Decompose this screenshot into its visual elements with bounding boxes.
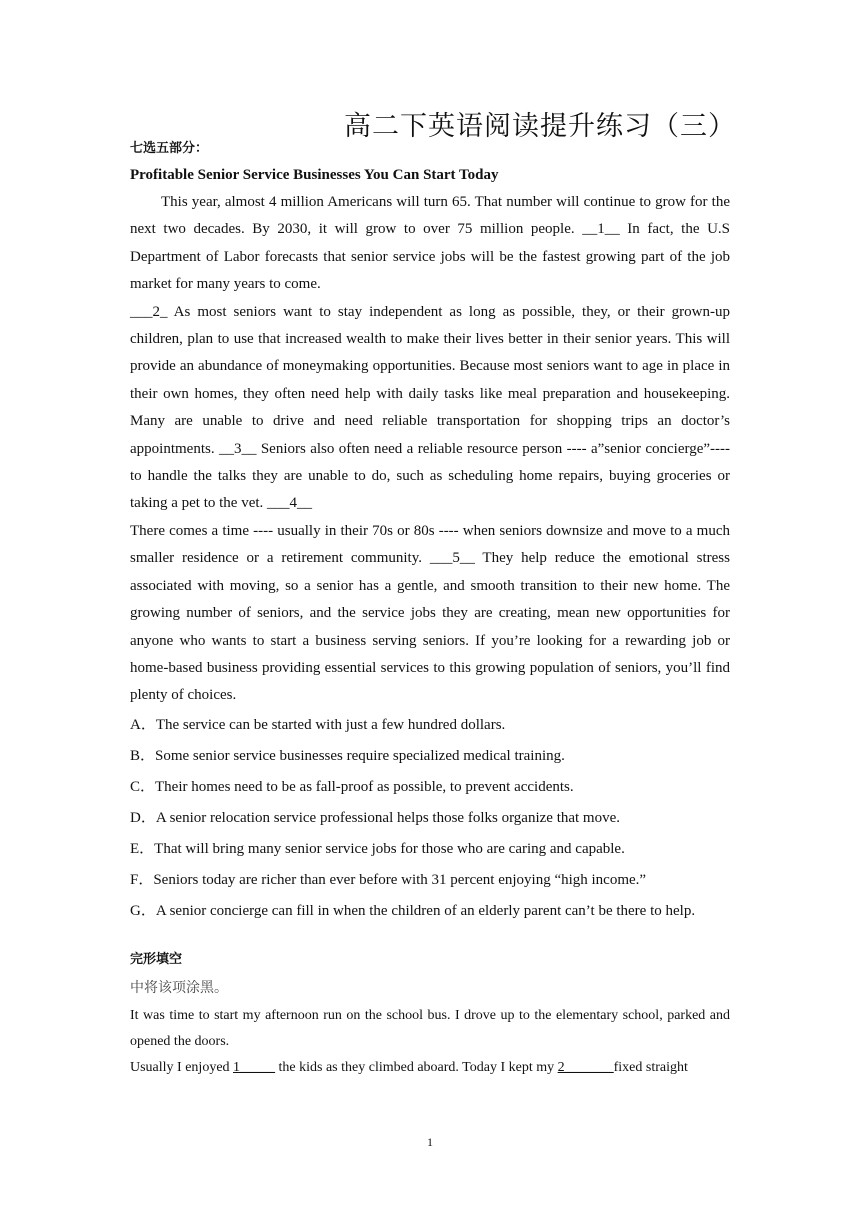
paragraph-3: There comes a time ---- usually in their 70s or 80s ---- when seniors downsize and move to a much smaller residence or a retirement community. ___5__ They help reduce the emotional stress associated with moving, so a senior has a gentle, and smooth transition to their new home. The growing number of seniors, and the service jobs they are creating, mean new opportunities for anyone who wants to start a business serving seniors. If you’re looking for a rewarding job or home-based business providing essential services to this growing population of seniors, you’ll find plenty of choices.: [130, 522, 730, 704]
option-a: A．The service can be started with just a few hundred dollars.: [130, 716, 506, 733]
cloze-paragraph-1: It was time to start my afternoon run on the school bus. I drove up to the elementary school, parked and opened the doors.: [130, 1007, 730, 1049]
option-c: C．Their homes need to be as fall-proof as possible, to prevent accidents.: [130, 778, 574, 795]
cloze-blank-2: 2_______: [557, 1059, 614, 1075]
article-title: Profitable Senior Service Businesses You Can Start Today: [130, 167, 499, 183]
paragraph-2: ___2_ As most seniors want to stay independent as long as possible, they, or their grown-up children, plan to use that increased wealth to make their lives better in their senior years. This will provide an abundance of moneymaking opportunities. Because most seniors want to age in place in their own homes, they often need help with daily tasks like meal preparation and housekeeping. Many are unable to drive and need reliable transportation for shopping trips an doctor’s appointments. __3__ Seniors also often need a reliable resource person ---- a”senior concierge”---- to handle the talks they are unable to do, such as scheduling home repairs, buying groceries or taking a pet to the vet. ___4__: [130, 303, 730, 512]
page-number: 1: [427, 1135, 433, 1149]
cloze-text-pre: Usually I enjoyed: [130, 1059, 234, 1075]
section-label-cloze: 完形填空: [130, 951, 183, 967]
document-title: 高二下英语阅读提升练习（三）: [344, 111, 736, 142]
cloze-text-post: fixed straight: [613, 1059, 688, 1075]
cloze-paragraph-2: [130, 1055, 730, 1081]
options-list: [130, 710, 730, 927]
option-f: F．Seniors today are richer than ever before with 31 percent enjoying “high income.”: [130, 871, 647, 888]
instruction-note: 中将该项涂黑。: [130, 979, 228, 996]
document-body: [130, 136, 730, 1081]
option-g: G．A senior concierge can fill in when the children of an elderly parent can’t be there to help.: [130, 902, 696, 919]
option-e: E．That will bring many senior service jobs for those who are caring and capable.: [130, 840, 625, 857]
option-b: B．Some senior service businesses require specialized medical training.: [130, 747, 565, 764]
cloze-text-mid: the kids as they climbed aboard. Today I kept my: [275, 1059, 558, 1075]
option-d: D．A senior relocation service professional helps those folks organize that move.: [130, 809, 621, 826]
section-label-seven-choose-five: 七选五部分：: [130, 141, 209, 156]
cloze-blank-1: 1_____: [233, 1059, 276, 1075]
paragraph-1: This year, almost 4 million Americans will turn 65. That number will continue to grow for the next two decades. By 2030, it will grow to over 75 million people. __1__ In fact, the U.S Department of Labor forecasts that senior service jobs will be the fastest growing part of the job market for many years to come.: [130, 194, 730, 293]
